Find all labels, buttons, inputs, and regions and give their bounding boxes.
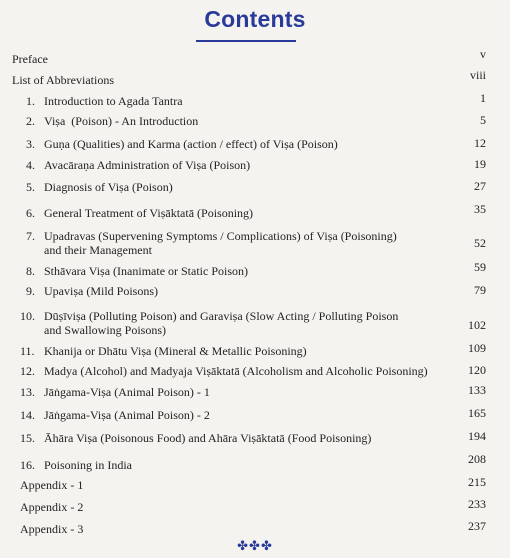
page-number: 27 (474, 179, 486, 193)
toc-entry (0, 309, 510, 345)
entry-title: Viṣa (Poison) - An Introduction (44, 114, 199, 128)
toc-entry (0, 229, 510, 265)
page-number: 59 (474, 260, 486, 274)
page-number: 35 (474, 202, 486, 216)
page-number: 208 (468, 452, 486, 466)
page-number: 237 (468, 519, 486, 533)
page-number: 52 (474, 236, 486, 250)
heading-underline (196, 40, 296, 42)
page-number: viii (469, 68, 486, 82)
entry-title: Sthāvara Viṣa (Inanimate or Static Poison) (44, 264, 249, 278)
chapter-number: 9. (26, 284, 35, 298)
contents-heading: Contents (204, 6, 306, 32)
chapter-number: 4. (26, 158, 35, 172)
entry-title: Appendix - 1 (20, 478, 84, 492)
chapter-number: 1. (26, 94, 35, 108)
page-number: 102 (468, 318, 486, 332)
entry-title: Upadravas (Supervening Symptoms / Complications) of Viṣa (Poisoning) and their Management (44, 229, 397, 257)
ornament-divider: ✤✤✤ (237, 538, 273, 553)
chapter-number: 2. (26, 114, 35, 128)
entry-title: Avacāraṇa Administration of Viṣa (Poison) (44, 158, 251, 172)
chapter-number: 12. (20, 364, 35, 378)
entry-title: Madya (Alcohol) and Madyaja Viṣāktatā (Alcoholism and Alcoholic Poisoning) (44, 364, 428, 378)
page-number: 19 (474, 157, 486, 171)
chapter-number: 16. (20, 458, 35, 472)
page-number: 1 (480, 91, 486, 105)
chapter-number: 13. (20, 385, 35, 399)
chapter-number: 15. (20, 431, 35, 445)
chapter-number: 3. (26, 137, 35, 151)
page-number: 109 (468, 341, 486, 355)
entry-title: Jāṅgama-Viṣa (Animal Poison) - 1 (44, 385, 210, 399)
page-number: 194 (468, 429, 486, 443)
entry-title: Āhāra Viṣa (Poisonous Food) and Ahāra Viṣāktatā (Food Poisoning) (44, 431, 372, 445)
chapter-number: 14. (20, 408, 35, 422)
page-number: 133 (468, 383, 486, 397)
chapter-number: 11. (20, 344, 35, 358)
entry-title: List of Abbreviations (12, 73, 114, 87)
page-number: 79 (474, 283, 486, 297)
page-number: 165 (468, 406, 486, 420)
entry-title: Appendix - 3 (20, 522, 84, 536)
chapter-number: 10. (20, 309, 35, 323)
chapter-number: 8. (26, 264, 35, 278)
page-number: 120 (468, 363, 486, 377)
page-number: 233 (468, 497, 486, 511)
entry-title: Appendix - 2 (20, 500, 84, 514)
entry-title: Preface (12, 52, 48, 66)
entry-title: Poisoning in India (44, 458, 133, 472)
entry-title: Diagnosis of Viṣa (Poison) (44, 180, 173, 194)
chapter-number: 5. (26, 180, 35, 194)
entry-title: General Treatment of Viṣāktatā (Poisoning) (44, 206, 254, 220)
page-number: 215 (468, 475, 486, 489)
page-number: 5 (480, 113, 486, 127)
chapter-number: 6. (26, 206, 35, 220)
entry-title: Guṇa (Qualities) and Karma (action / effect) of Viṣa (Poison) (44, 137, 338, 151)
entry-title: Upaviṣa (Mild Poisons) (44, 284, 158, 298)
page-number: v (480, 47, 486, 61)
entry-title: Jāṅgama-Viṣa (Animal Poison) - 2 (44, 408, 210, 422)
entry-title: Khanija or Dhātu Viṣa (Mineral & Metallic Poisoning) (44, 344, 307, 358)
chapter-number: 7. (26, 229, 35, 243)
page-number: 12 (474, 136, 486, 150)
entry-title: Introduction to Agada Tantra (44, 94, 183, 108)
entry-title: Dūṣīviṣa (Polluting Poison) and Garaviṣa (Slow Acting / Polluting Poison and Swallowing Poisons) (44, 309, 399, 337)
